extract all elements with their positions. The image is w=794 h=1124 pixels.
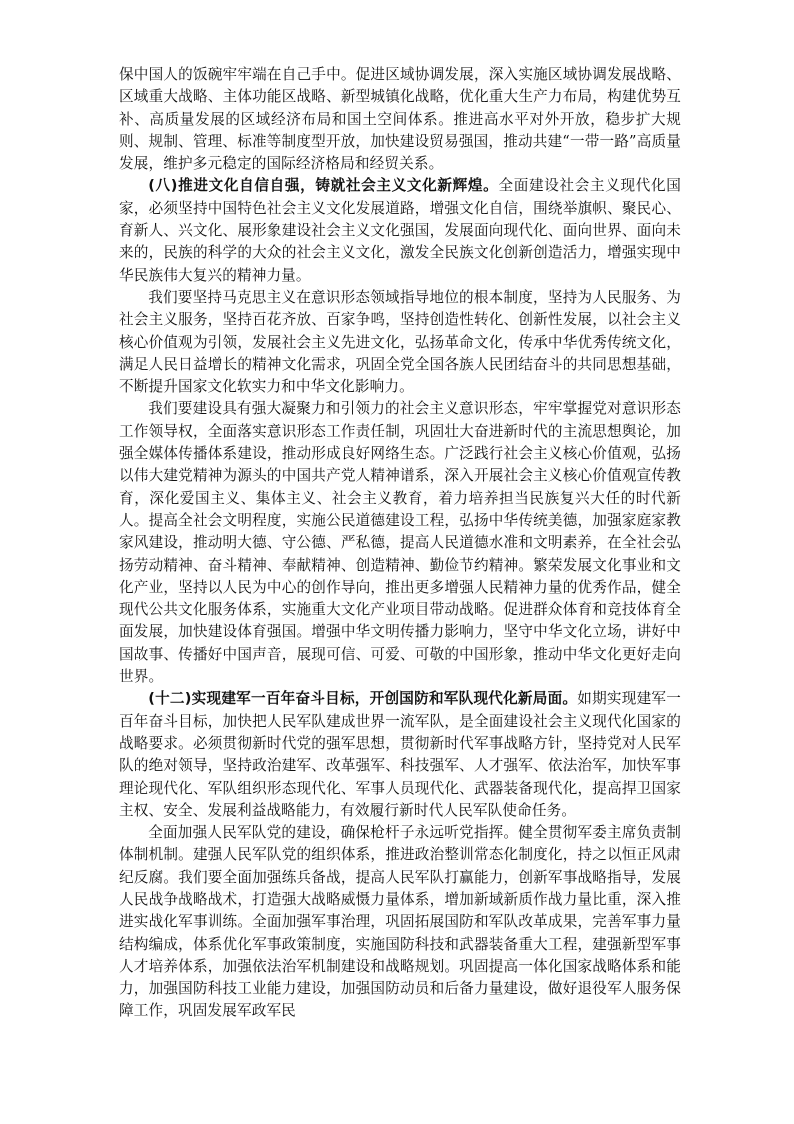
paragraph-section-12 [119,688,681,822]
document-page [119,64,681,1023]
section-heading-12: (十二)实现建军一百年奋斗目标，开创国防和军队现代化新局面。 [148,690,578,708]
paragraph-continuation [119,64,681,175]
paragraph-text: 保中国人的饭碗牢牢端在自己手中。促进区域协调发展，深入实施区域协调发展战略、区域重大战略、主体功能区战略、新型城镇化战略，优化重大生产力布局，构建优势互补、高质量发展的区域经济布局和国土空间体系。推进高水平对外开放，稳步扩大规则、规制、管理、标准等制度型开放，加快建设贸易强国，推动共建“一带一路”高质量发展，维护多元稳定的国际经济格局和经贸关系。 [119,66,681,173]
paragraph-text: 如期实现建军一百年奋斗目标，加快把人民军队建成世界一流军队，是全面建设社会主义现代化国家的战略要求。必须贯彻新时代党的强军思想，贯彻新时代军事战略方针，坚持党对人民军队的绝对领导，坚持政治建军、改革强军、科技强军、人才强军、依法治军，加快军事理论现代化、军队组织形态现代化、军事人员现代化、武器装备现代化，提高捍卫国家主权、安全、发展利益战略能力，有效履行新时代人民军队使命任务。 [119,690,681,819]
paragraph-text: 我们要坚持马克思主义在意识形态领域指导地位的根本制度，坚持为人民服务、为社会主义服务，坚持百花齐放、百家争鸣，坚持创造性转化、创新性发展，以社会主义核心价值观为引领，发展社会主义先进文化，弘扬革命文化，传承中华优秀传统文化，满足人民日益增长的精神文化需求，巩固全党全国各族人民团结奋斗的共同思想基础，不断提升国家文化软实力和中华文化影响力。 [119,288,681,396]
section-heading-8: (八)推进文化自信自强，铸就社会主义文化新辉煌。 [148,177,499,195]
paragraph-text: 我们要建设具有强大凝聚力和引领力的社会主义意识形态，牢牢掌握党对意识形态工作领导权，全面落实意识形态工作责任制，巩固壮大奋进新时代的主流思想舆论，加强全媒体传播体系建设，推动形成良好网络生态。广泛践行社会主义核心价值观，弘扬以伟大建党精神为源头的中国共产党人精神谱系，深入开展社会主义核心价值观宣传教育，深化爱国主义、集体主义、社会主义教育，着力培养担当民族复兴大任的时代新人。提高全社会文明程度，实施公民道德建设工程，弘扬中华传统美德，加强家庭家教家风建设，推动明大德、守公德、严私德，提高人民道德水准和文明素养，在全社会弘扬劳动精神、奋斗精神、奉献精神、创造精神、勤俭节约精神。繁荣发展文化事业和文化产业，坚持以人民为中心的创作导向，推出更多增强人民精神力量的优秀作品，健全现代公共文化服务体系，实施重大文化产业项目带动战略。促进群众体育和竞技体育全面发展，加快建设体育强国。增强中华文明传播力影响力，坚守中华文化立场，讲好中国故事、传播好中国声音，展现可信、可爱、可敬的中国形象，推动中华文化更好走向世界。 [119,400,681,686]
paragraph-army-party [119,822,681,1023]
paragraph-text: 全面建设社会主义现代化国家，必须坚持中国特色社会主义文化发展道路，增强文化自信，围绕举旗帜、聚民心、育新人、兴文化、展形象建设社会主义文化强国，发展面向现代化、面向世界、面向未来的，民族的科学的大众的社会主义文化，激发全民族文化创新创造活力，增强实现中华民族伟大复兴的精神力量。 [119,177,681,284]
paragraph-ideology [119,398,681,688]
paragraph-marxism [119,287,681,398]
paragraph-section-8 [119,175,681,286]
paragraph-text: 全面加强人民军队党的建设，确保枪杆子永远听党指挥。健全贯彻军委主席负责制体制机制。建强人民军队党的组织体系，推进政治整训常态化制度化，持之以恒正风肃纪反腐。我们要全面加强练兵备战，提高人民军队打赢能力，创新军事战略指导，发展人民战争战略战术，打造强大战略威慑力量体系，增加新域新质作战力量比重，深入推进实战化军事训练。全面加强军事治理，巩固拓展国防和军队改革成果，完善军事力量结构编成，体系优化军事政策制度，实施国防科技和武器装备重大工程，建强新型军事人才培养体系，加强依法治军机制建设和战略规划。巩固提高一体化国家战略体系和能力，加强国防科技工业能力建设，加强国防动员和后备力量建设，做好退役军人服务保障工作，巩固发展军政军民 [119,824,681,1020]
